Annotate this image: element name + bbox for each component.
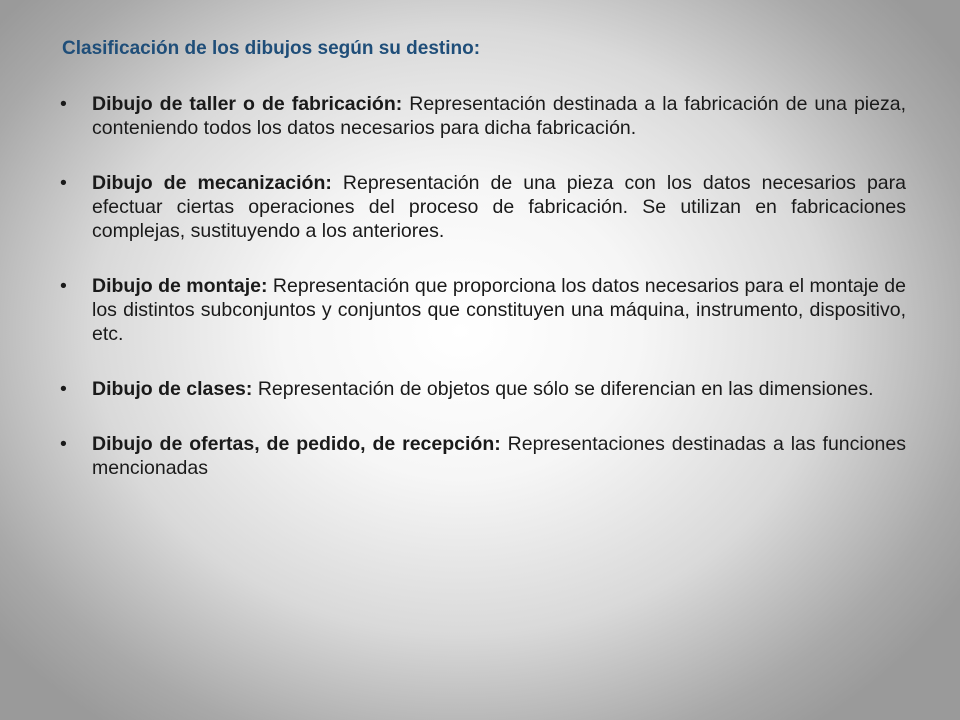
bullet-term: Dibujo de clases: [92,378,258,400]
bullet-description: Representación que proporciona los datos necesarios para el montaje de los distintos subconjuntos y conjuntos que constituyen una máquina, instrumento, dispositivo, etc. [92,275,906,345]
bullet-dot-icon: • [60,93,67,115]
bullet-item-taller [58,92,906,140]
bullet-dot-icon: • [60,433,67,455]
bullet-item-mecanizacion [58,171,906,243]
bullet-term: Dibujo de mecanización: [92,172,343,194]
bullet-item-montaje [58,274,906,346]
bullet-term: Dibujo de taller o de fabricación: [92,93,410,115]
bullet-dot-icon: • [60,275,67,297]
bullet-item-clases [58,377,906,401]
bullet-dot-icon: • [60,378,67,400]
bullet-description: Representación destinada a la fabricación de una pieza, conteniendo todos los datos necesarios para dicha fabricación. [92,93,906,139]
bullet-term: Dibujo de ofertas, de pedido, de recepción: [92,433,508,455]
bullet-description: Representaciones destinadas a las funciones mencionadas [92,433,907,479]
slide-heading: Clasificación de los dibujos según su destino: [62,38,481,59]
bullet-dot-icon: • [60,172,67,194]
bullet-description: Representación de una pieza con los datos necesarios para efectuar ciertas operaciones del proceso de fabricación. Se utilizan en fabricaciones complejas, sustituyendo a los anteriores. [92,172,906,242]
bullet-description: Representación de objetos que sólo se diferencian en las dimensiones. [257,378,874,400]
bullet-item-ofertas [58,432,906,480]
bullet-list [58,92,906,511]
bullet-term: Dibujo de montaje: [92,275,273,297]
